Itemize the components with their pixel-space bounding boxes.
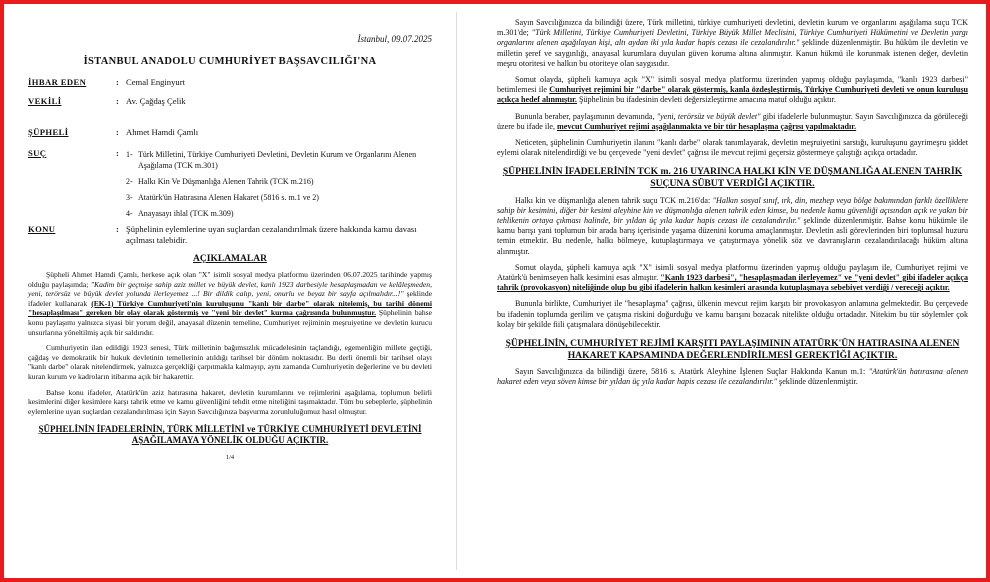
suspect-row [28,127,432,138]
colon: : [116,96,119,106]
paragraph: Bununla beraber, paylaşımının devamında, "yeni, terörsüz ve büyük devlet" gibi ifadelerle bulunmuştur. Sayın Savcılığınızca da görüleceği üzere bu ifade ile, mevcut Cumhuriyet rejimi aşağılanmakta ve bir tür hesaplaşma çağrısı yapılmaktadır. [497,111,968,131]
paragraph: Şüpheli Ahmet Hamdi Çamlı, herkese açık olan "X" isimli sosyal medya platformu üzerinden 06.07.2025 tarihinde yapmış olduğu paylaşımda; "Kadim bir geçmişe sahip aziz millet ve büyük devlet, kanlı 1923 darbesiyle hesaplaşmadan ve kelâleşmeden, yeni, terörsüz ve büyük devlet yolunda ilerleyemez ...! Bir dildik calıp, yeni, onurlu ve beyaz bir sayfa açılmalıdır...!" şeklinde ifadeler kullanarak (EK-1) Türkiye Cumhuriyeti'nin kuruluşunu "kanlı bir darbe" olarak nitelemiş, bu tarihi dönemi "hesaplaşılması" gereken bir olay olarak göstermiş ve "yeni bir devlet" kurma çağrısında bulunmuştur. Şüphelinin bahse konu paylaşımı yalnızca siyasi bir yorum değil, anayasal düzenin temeline, Cumhuriyet rejiminin meşruiyetine ve devletin kurucu unsurlarına yöneltilmiş açık bir saldırıdır. [28,270,432,337]
crime-item: 3- Atatürk'ün Hatırasına Alenen Hakaret (5816 s. m.1 ve 2) [126,193,319,202]
paragraph: Neticeten, şüphelinin Cumhuriyetin ilanını "kanlı darbe" olarak tanımlayarak, devletin meşruiyetini sarstığı, kuruluşunu gayrimeşru şiddet eylemi olarak nitelendirdiği ve bu çerçevede "yeni devlet" çağrısı ile mevcut rejimi geçersiz göstermeye çalıştığı açıkça ortadadır. [497,138,968,158]
complainant-row [28,77,432,88]
complainant-value: Cemal Enginyurt [126,77,185,87]
subject-row [28,224,432,246]
crime-label: SUÇ [28,148,47,158]
paragraph: Somut olayda, şüpheli kamuya açık "X" isimli sosyal medya platformu üzerinden yapmış olduğu paylaşımda, "kanlı 1923 darbesi" betimlemesi ile Cumhuriyet rejimini bir "darbe" olarak göstermiş, kanla özdeşleştirmiş, Türkiye Cumhuriyeti devleti ve onun kuruluşu açıkça hedef alınmıştır. Şüphelinin bu ifadesinin devleti değersizleştirme amacına matuf olduğu açıktır. [497,75,968,105]
suspect-label: ŞÜPHELİ [28,127,69,137]
subject-label: KONU [28,224,56,234]
colon: : [116,148,119,158]
document-heading: İSTANBUL ANADOLU CUMHURİYET BAŞSAVCILIĞI'NA [83,56,377,67]
colon: : [116,127,119,137]
paragraph: Bununla birlikte, Cumhuriyet ile "hesaplaşma" çağrısı, ülkenin mevcut rejim karşıtı bir provokasyon anlamına gelmektedir. Bu çerçevede bu ifadenin toplumda gerilim ve çatışma riskini doğurduğu ve kamu barışını bozacak nitelikte olduğu ortadadır. Nitekim bu tür söylemler çok kolay bir şekilde fiili çatışmalara dönüşebilecektir. [497,299,968,329]
suspect-value: Ahmet Hamdi Çamlı [126,127,199,137]
paragraph: Cumhuriyetin ilan edildiği 1923 senesi, Türk milletinin bağımsızlık mücadelesinin taçlandığı, egemenliğin millete geçtiği, çağdaş ve demokratik bir hukuk devletinin temellerinin atıldığı tarihsel bir dönüm noktasıdır. Bu derli önemli bir tarihsel olayı "kanlı darbe" olarak nitelendirmek, yalnızca gerçekliği çarpıtmakla kalmayıp, aynı zamanda Cumhuriyetin değerlerine ve bu devleti kuran kurum ve kadroların itibarına açık bir hakarettir. [28,343,432,381]
left-page [14,12,446,570]
crime-item: 4- Anayasayı ihlal (TCK m.309) [126,209,234,218]
section-title: AÇIKLAMALAR [193,254,267,264]
page-number: 1/4 [225,454,235,462]
paragraph: Bahse konu ifadeler, Atatürk'ün aziz hatırasına hakaret, devletin kurumlarını ve rejimlerini aşağılama, toplumun belirli kesimlerini diğer kesimlere karşı tahrik etme ve kamu güvenliğini tehdit etme niteliğini taşımaktadır. Tüm bu sebeplerle, şüphelinin eylemlerine uyan suçlardan cezalandırılması için Sayın Savcılığınıza başvurma zorunluluğumuz hasıl olmuştur. [28,387,432,416]
complainant-label: İHBAR EDEN [28,77,87,87]
paragraph: Halkı kin ve düşmanlığa alenen tahrik suçu TCK m.216'da: "Halkın sosyal sınıf, ırk, din, mezhep veya bölge bakımından farklı özelliklere sahip bir kesimini, diğer bir kesimi aleyhine kin ve düşmanlığa alenen tahrik eden kimse, bu nedenle kamu güvenliği açısından açık ve yakın bir tehlikenin ortaya çıkması halinde, bir yıldan üç yıla kadar hapis cezası ile cezalandırılır." şeklinde düzenlenmiştir. Bahse konu hükümle ile kamu barışı yani toplumun bir arada barış içerisinde yaşama düzenini koruma amaçlanmıştır. Devletin asli görevlerinden biri toplumsal huzuru temin etmektir. Bu nedenle, halkı bölmeye, kutuplaştırmaya ve çatıştırmaya yönelik söz ve davranışların cezalandırılacağı hüküm altına alınmıştır. [497,195,969,256]
paragraph: Sayın Savcılığınızca da bilindiği üzere, 5816 s. Atatürk Aleyhine İşlenen Suçlar Hakkında Kanun m.1: "Atatürk'ün hatırasına alenen hakaret eden veya söven kimse bir yıldan üç yıla kadar hapis cezası ile cezalandırılır." şeklinde düzenlenmiştir. [497,367,969,387]
attorney-value: Av. Çağdaş Çelik [126,96,186,106]
crime-list [28,149,432,219]
colon: : [116,77,119,87]
conclusion-heading: ŞÜPHELİNİN, CUMHURİYET REJİMİ KARŞITI PAYLAŞIMININ ATATÜRK'ÜN HATIRASINA ALENEN HAKARET KAPSAMINDA DEĞERLENDİRİLMESİ GEREKTİĞİ AÇIKTIR. [505,338,960,361]
paragraph: Sayın Savcılığınızca da bilindiği üzere, Türk milletini, türkiye cumhuriyeti devletini, devletin kurum ve organlarını aşağılama suçu TCK m.301'de; "Türk Milletini, Türkiye Cumhuriyeti Devletini, Türkiye Büyük Millet Meclisini, Türkiye Cumhuriyeti Hükümetini ve Devletin yargı organlarını alenen aşağılayan kişi, altı aydan iki yıla kadar hapis cezası ile cezalandırılır." şeklinde düzenlenmiştir. Bu hüküm ile devletin ve milletin şeref ve saygınlığı, anayasal kurumlara duyulan güven koruma altına alınmıştır. Kanun hükmü ile korunmak istenen değer, devletin meşru otoritesi ve halkın bu otoriteye olan saygısıdır. [497,18,968,68]
crime-item: 2- Halkı Kin Ve Düşmanlığa Alenen Tahrik (TCK m.216) [126,177,314,186]
conclusion-heading: ŞÜPHELİNİN İFADELERİNİN TCK m. 216 UYARINCA HALKI KİN VE DÜŞMANLIĞA ALENEN TAHRİK SUÇUNA SÜBUT VERDİĞİ AÇIKTIR. [502,166,963,190]
attorney-label: VEKİLİ [28,96,62,106]
subject-value: Şüphelinin eylemlerine uyan suçlardan cezalandırılmak üzere hakkında kamu davası açılması talebidir. [126,224,417,245]
right-page [456,12,982,570]
attorney-address-faint [28,109,432,116]
colon: : [116,224,119,234]
conclusion-heading: ŞÜPHELİNİN İFADELERİNİN, TÜRK MİLLETİNİ ve TÜRKİYE CUMHURİYETİ DEVLETİNİ AŞAĞILAMAYA YÖNELİK OLDUĞU AÇIKTIR. [38,424,422,446]
attorney-row [28,96,432,107]
document-date: İstanbul, 09.07.2025 [357,34,432,44]
crime-item: 1- Türk Milletini, Türkiye Cumhuriyeti Devletini, Devletin Kurum ve Organlarını Alenen Aşağılama (TCK m.301) [126,150,417,170]
paragraph: Somut olayda, şüpheli kamuya açık "X" isimli sosyal medya platformu üzerinden yapmış olduğu paylaşım ile, Cumhuriyet rejimi ve Atatürk'ü benimseyen halk kesimini esas almıştır. "Kanlı 1923 darbesi", "hesaplaşmadan ilerleyemez" ve "yeni devlet" gibi ifadeler açıkça tahrik (provokasyon) niteliğinde olup bu gibi ifadelerin halkın kesimleri arasında kutuplaşmaya sebebiyet verdiği / vereceği açıktır. [497,262,968,293]
